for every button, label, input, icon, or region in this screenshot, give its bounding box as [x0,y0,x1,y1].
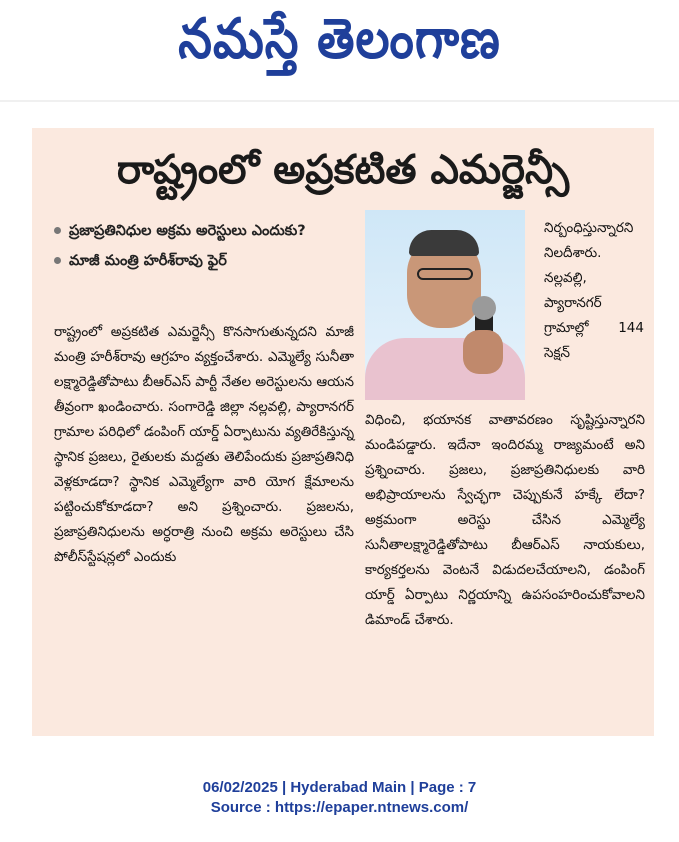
hair-shape [409,230,479,256]
article-headline: రాష్ట్రంలో అప్రకటిత ఎమర్జెన్సీ [116,147,570,193]
edition-info: 06/02/2025 | Hyderabad Main | Page : 7 [202,779,477,796]
subheading-item [54,250,354,272]
news-clipping [32,128,654,736]
masthead-title: నమస్తే తెలంగాణ [178,6,501,72]
source-url[interactable]: Source : https://epaper.ntnews.com/ [210,799,469,816]
subheading-item [54,220,354,242]
subheading-list [54,220,354,280]
masthead-divider [0,100,679,102]
article-column-right-bottom [365,408,645,633]
article-body-text: రాష్ట్రంలో అప్రకటిత ఎమర్జెన్సీ కొనసాగుతున్నదని మాజీ మంత్రి హరీశ్‌రావు ఆగ్రహం వ్యక్తంచేశారు. ఎమ్మెల్యే సునీతా లక్ష్మారెడ్డితోపాటు బీఆర్‌ఎస్ పార్టీ నేతల అరెస్టులను ఆయన తీవ్రంగా ఖండించారు. సంగారెడ్డి జిల్లా నల్లవల్లి, ప్యారానగర్ గ్రామాల పరిధిలో డంపింగ్ యార్డ్ ఏర్పాటును వ్యతిరేకిస్తున్న స్థానిక ప్రజలు, రైతులకు మద్దతు తెలిపేందుకు ప్రజాప్రతినిధి వెళ్లకూడదా? స్థానిక ఎమ్మెల్యేగా వారి యోగ క్షేమాలను పట్టించుకోకూడదా? అని ప్రశ్నించారు. ప్రజలను, ప్రజాప్రతినిధులను అర్ధరాత్రి నుంచి అక్రమ అరెస్టులు చేసి పోలీస్‌స్టేషన్లలో ఎందుకు [54,324,354,565]
glasses-shape [417,268,473,280]
bullet-icon [54,257,61,264]
bullet-icon [54,227,61,234]
article-column-right-top [544,216,644,366]
article-column-left [54,320,354,570]
subheading-text: ప్రజాప్రతినిధుల అక్రమ అరెస్టులు ఎందుకు? [69,223,306,239]
article-body-text: విధించి, భయానక వాతావరణం సృష్టిస్తున్నారని మండిపడ్డారు. ఇదేనా ఇందిరమ్మ రాజ్యమంటే అని ప్రశ్నించారు. ప్రజలు, ప్రజాప్రతినిధులకు వారి అభిప్రాయాలను స్వేచ్ఛగా చెప్పుకునే హక్కే లేదా? అక్రమంగా అరెస్టు చేసిన ఎమ్మెల్యే సునీతాలక్ష్మారెడ్డితోపాటు బీఆర్‌ఎస్ నాయకులు, కార్యకర్తలను వెంటనే విడుదలచేయాలని, డంపింగ్ యార్డ్ ఏర్పాటు నిర్ణయాన్ని ఉపసంహరించుకోవాలని డిమాండ్ చేశారు. [365,412,645,628]
subheading-text: మాజీ మంత్రి హరీశ్‌రావు ఫైర్ [69,253,227,269]
portrait-photo [365,210,525,400]
source-footer [0,778,679,818]
hand-shape [463,330,503,374]
masthead [0,0,679,92]
article-body-text: నిర్బంధిస్తున్నారని నిలదీశారు. నల్లవల్లి, ప్యారానగర్ గ్రామాల్లో 144 సెక్షన్ [544,220,644,361]
